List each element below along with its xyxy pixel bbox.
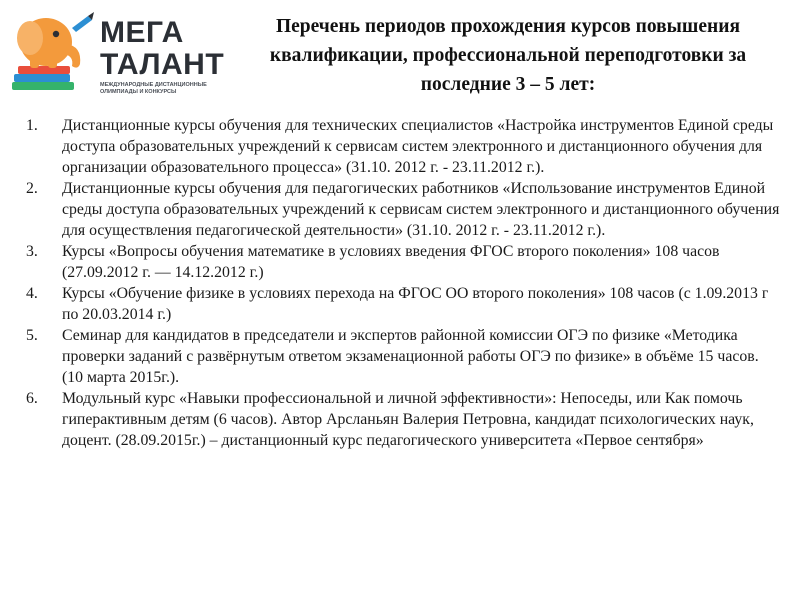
- list-item-text: Курсы «Обучение физике в условиях перехода на ФГОС ОО второго поколения» 108 часов (с 1.09.2013 г по 20.03.2014 г.): [62, 285, 769, 323]
- page-title: Перечень периодов прохождения курсов повышения квалификации, профессиональной переподготовки за последние 3 – 5 лет:: [269, 16, 747, 95]
- list-item-number: 1.: [26, 117, 38, 134]
- mega-talant-logo: [8, 8, 223, 98]
- brand-name-bottom: ТАЛАНТ: [100, 48, 225, 81]
- list-item-number: 4.: [26, 285, 38, 302]
- list-item-text: Семинар для кандидатов в председатели и экспертов районной комиссии ОГЭ по физике «Методика проверки заданий с развёрнутым ответом экзаменационной работы ОГЭ по физике» в объёме 15 часов. (10 марта 2015г.).: [62, 327, 759, 386]
- brand-subtitle: МЕЖДУНАРОДНЫЕ ДИСТАНЦИОННЫЕ ОЛИМПИАДЫ И КОНКУРСЫ: [100, 82, 207, 95]
- list-item: [20, 283, 780, 325]
- list-item-text: Модульный курс «Навыки профессиональной и личной эффективности»: Непоседы, или Как помочь гиперактивным детям (6 часов). Автор Арсланьян Валерия Петровна, кандидат психологических наук, доцент. (28.09.2015г.) – дистанционный курс педагогического университета «Первое сентября»: [62, 390, 754, 449]
- brand-name-top: МЕГА: [100, 16, 184, 49]
- list-item: [20, 388, 780, 451]
- list-item: [20, 325, 780, 388]
- book-icon: [12, 82, 74, 90]
- list-item-text: Дистанционные курсы обучения для педагогических работников «Использование инструментов Единой среды доступа образовательных учреждений к сервисам систем электронного и дистанционного обучения для осуществления педагогической деятельности» (31.10. 2012 г. - 23.11.2012 г.).: [62, 180, 780, 239]
- list-item-text: Дистанционные курсы обучения для технических специалистов «Настройка инструментов Единой среды доступа образовательных учреждений к сервисам систем электронного и дистанционного обучения для организации образовательного процесса» (31.10. 2012 г. - 23.11.2012 г.).: [62, 117, 774, 176]
- list-item-number: 2.: [26, 180, 38, 197]
- elephant-icon: [8, 8, 100, 100]
- list-item: [20, 241, 780, 283]
- list-item-number: 5.: [26, 327, 38, 344]
- list-item: [20, 115, 780, 178]
- list-item-number: 6.: [26, 390, 38, 407]
- list-item-number: 3.: [26, 243, 38, 260]
- book-icon: [14, 74, 70, 82]
- course-list: [20, 115, 780, 451]
- list-item-text: Курсы «Вопросы обучения математике в условиях введения ФГОС второго поколения» 108 часов (27.09.2012 г. — 14.12.2012 г.): [62, 243, 720, 281]
- list-item: [20, 178, 780, 241]
- book-icon: [18, 66, 70, 74]
- pencil-icon: [72, 16, 92, 32]
